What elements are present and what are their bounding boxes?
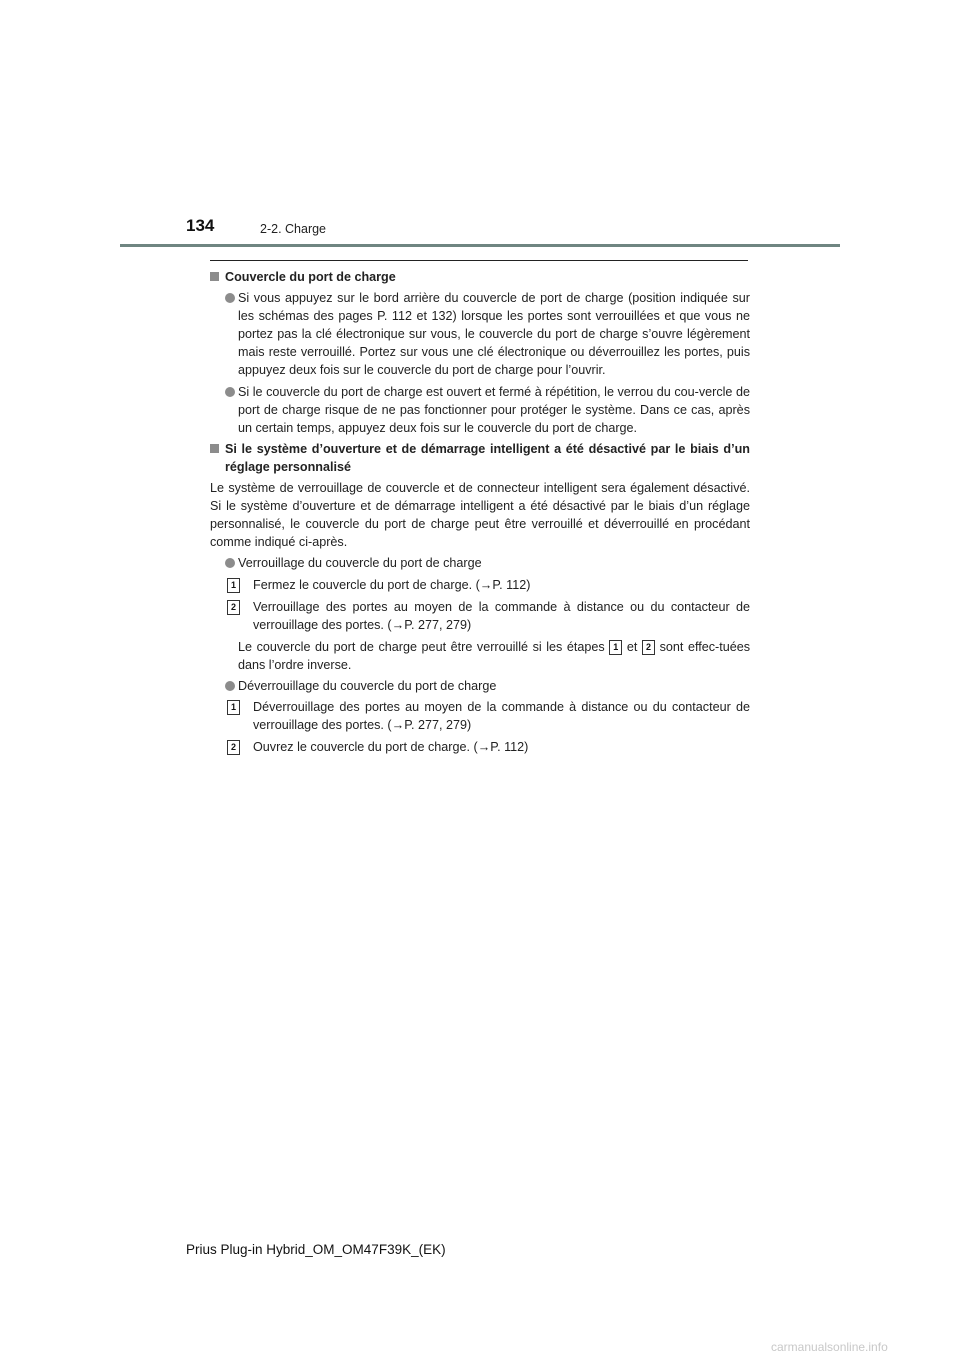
step-number-badge: 2	[227, 600, 240, 615]
step-number-badge: 1	[227, 700, 240, 715]
square-bullet-icon	[210, 272, 219, 281]
step-number-badge: 2	[227, 740, 240, 755]
note-text: Le couvercle du port de charge peut être verrouillé si les étapes	[238, 639, 605, 654]
content-body	[210, 268, 750, 760]
step-text: Ouvrez le couvercle du port de charge. (→P. 112)	[253, 740, 529, 755]
step-note	[210, 638, 750, 674]
bullet-item	[210, 383, 750, 437]
bullet-text: Si le couvercle du port de charge est ouvert et fermé à répétition, le verrou du cou-vercle de port de charge risque de ne pas fonctionner pour protéger le système. Dans ce cas, après un certain temps, appuyez deux fois sur le couvercle du port de charge.	[238, 384, 750, 435]
bullet-item	[210, 289, 750, 379]
paragraph: Le système de verrouillage de couvercle et de connecteur intelligent sera également désactivé. Si le système d’ouverture et de démarrage intelligent a été désactivé par le biais d’un réglage personnalisé, le couvercle du port de charge peut être verrouillé et déverrouillé en procédant comme indiqué ci-après.	[210, 481, 750, 550]
heading-text: Couvercle du port de charge	[225, 270, 396, 284]
bullet-text: Déverrouillage du couvercle du port de charge	[238, 678, 497, 693]
circle-bullet-icon	[225, 681, 235, 691]
note-text: sont effec-tuées dans l’ordre inverse.	[238, 639, 751, 672]
page-number: 134	[186, 216, 215, 235]
bullet-text: Si vous appuyez sur le bord arrière du couvercle de port de charge (position indiquée sur les schémas des pages P. 112 et 132) lorsque les portes sont verrouillées et que vous ne portez pas la clé électronique sur vous, le couvercle du port de charge s’ouvre légèrement mais reste verrouillé. Portez sur vous une clé électronique ou déverrouillez les portes, puis appuyez deux fois sur le couvercle du port de charge pour l’ouvrir.	[238, 291, 750, 378]
header-rule	[120, 244, 840, 247]
step-item	[210, 598, 750, 634]
step-item	[210, 738, 750, 756]
bullet-item	[210, 554, 750, 572]
section-title: 2-2. Charge	[260, 222, 327, 236]
heading-text: Si le système d’ouverture et de démarrage intelligent a été désactivé par le biais d’un réglage personnalisé	[225, 441, 750, 474]
watermark: carmanualsonline.info	[771, 1340, 888, 1354]
step-number-badge: 1	[227, 578, 240, 593]
note-text: et	[626, 639, 638, 654]
step-text: Fermez le couvercle du port de charge. (→P. 112)	[253, 577, 531, 592]
circle-bullet-icon	[225, 293, 235, 303]
bullet-item	[210, 677, 750, 695]
step-text: Déverrouillage des portes au moyen de la commande à distance ou du contacteur de verrouillage des portes. (→P. 277, 279)	[253, 700, 750, 733]
step-item	[210, 576, 750, 594]
content-rule	[210, 260, 748, 261]
step-item	[210, 698, 750, 734]
step-number-badge: 2	[642, 640, 655, 655]
step-text: Verrouillage des portes au moyen de la commande à distance ou du contacteur de verrouillage des portes. (→P. 277, 279)	[253, 599, 750, 632]
square-bullet-icon	[210, 444, 219, 453]
circle-bullet-icon	[225, 387, 235, 397]
heading-charge-port-cover	[210, 268, 750, 286]
bullet-text: Verrouillage du couvercle du port de charge	[238, 556, 482, 571]
step-number-badge: 1	[609, 640, 622, 655]
footer-doc-id: Prius Plug-in Hybrid_OM_OM47F39K_(EK)	[186, 1242, 446, 1257]
heading-smart-system-disabled	[210, 440, 750, 476]
circle-bullet-icon	[225, 558, 235, 568]
